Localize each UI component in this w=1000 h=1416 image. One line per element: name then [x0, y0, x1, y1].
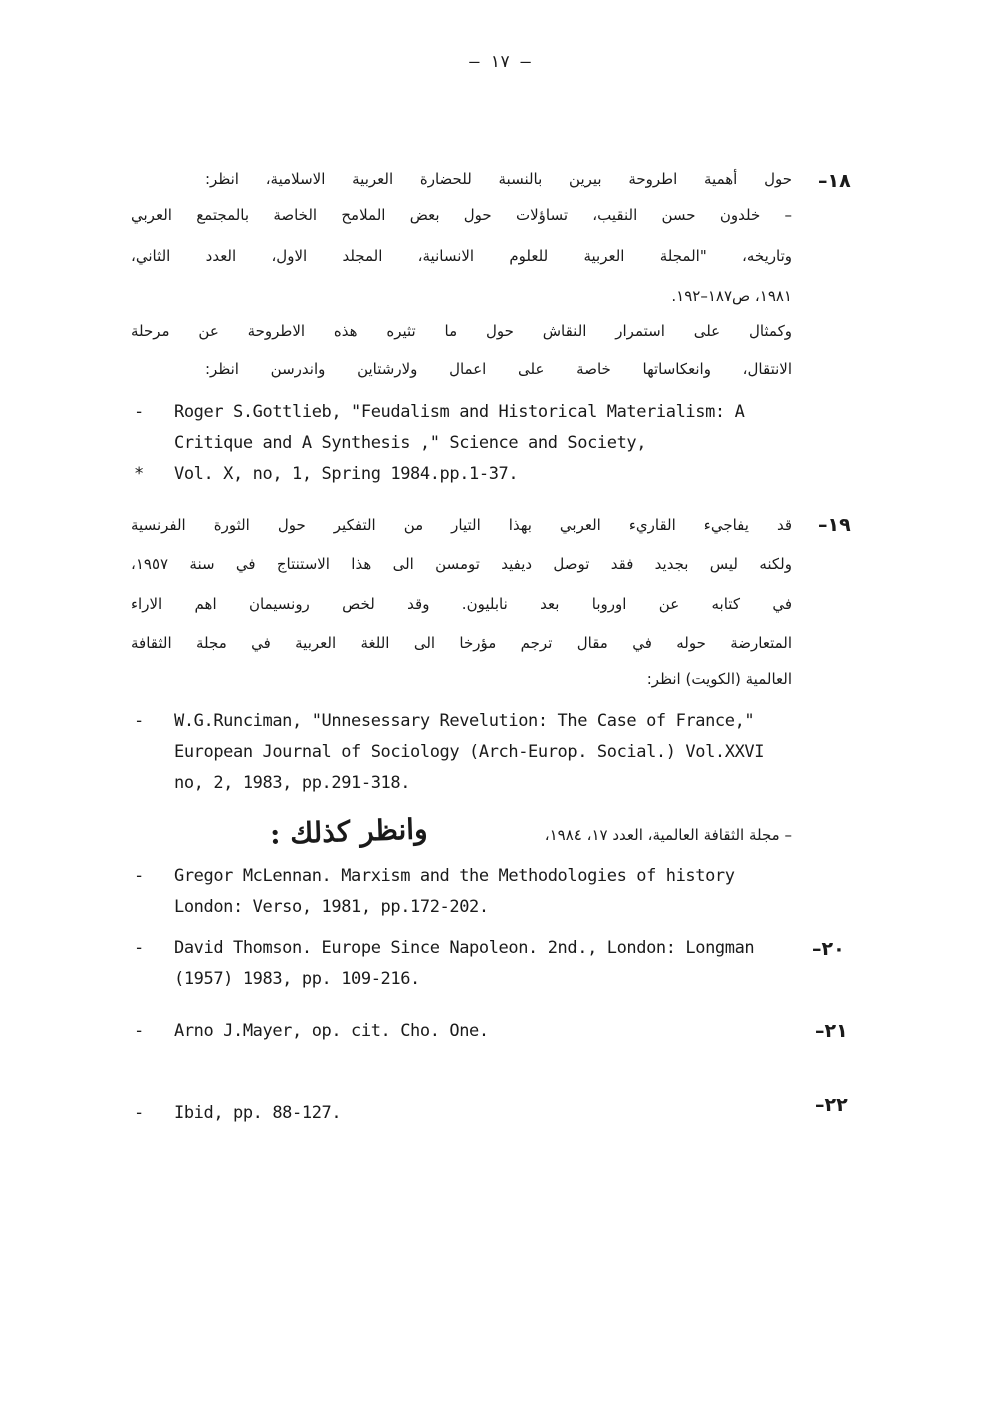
bullet-dash: - — [134, 1021, 145, 1041]
note-18-english-line-1: Roger S.Gottlieb, "Feudalism and Historical Materialism: A — [174, 402, 745, 422]
note-19-english-line-2: European Journal of Sociology (Arch-Europ. Social.) Vol.XXVI — [174, 742, 765, 762]
asterisk-marker: * — [134, 464, 145, 484]
bullet-dash: - — [134, 938, 145, 958]
note-number-19: ١٩– — [818, 514, 851, 536]
note-21-text: Arno J.Mayer, op. cit. Cho. One. — [174, 1021, 489, 1041]
note-20-line-2: (1957) 1983, pp. 109-216. — [174, 969, 420, 989]
note-19-arabic-line-4: المتعارضة حوله في مقال ترجم مؤرخا الى اللغة العربية في مجلة الثقافة — [131, 634, 792, 652]
note-20-line-1: David Thomson. Europe Since Napoleon. 2nd., London: Longman — [174, 938, 755, 958]
note-18-arabic-line-6: الانتقال، وانعكاساتها خاصة على اعمال ولارشتاين واندرسن انظر: — [205, 360, 792, 378]
note-19-arabic-line-3: في كتابه عن اوروبا بعد نابليون. وقد لخص رونسيمان اهم الاراء — [131, 595, 792, 613]
note-18-arabic-line-5: وكمثال على استمرار النقاش حول ما تثيره هذه الاطروحة عن مرحلة — [131, 322, 792, 340]
bullet-dash: - — [134, 866, 145, 886]
note-number-18: ١٨– — [818, 170, 851, 192]
note-19-arabic-reference: – مجلة الثقافة العالمية، العدد ١٧، ١٩٨٤، — [544, 826, 792, 844]
note-22-text: Ibid, pp. 88-127. — [174, 1103, 342, 1123]
note-18-arabic-line-3: وتاريخه، "المجلة العربية للعلوم الانسانية، المجلد الاول، العدد الثاني، — [131, 247, 792, 265]
note-19-english-line-3: no, 2, 1983, pp.291-318. — [174, 773, 411, 793]
page-number: – ١٧ – — [469, 52, 531, 72]
bullet-dash: - — [134, 711, 145, 731]
note-19-english-line-1: W.G.Runciman, "Unnesessary Revelution: The Case of France," — [174, 711, 755, 731]
note-19-arabic-line-2: ولكنه ليس بجديد فقد توصل ديفيد تومسن الى هذا الاستنتاج في سنة ١٩٥٧، — [131, 555, 792, 573]
note-19-reference-line-2: London: Verso, 1981, pp.172-202. — [174, 897, 489, 917]
note-18-english-line-2: Critique and A Synthesis ," Science and Society, — [174, 433, 647, 453]
bullet-dash: - — [134, 402, 145, 422]
note-18-arabic-line-2: – خلدون حسن النقيب، تساؤلات حول بعض الملامح الخاصة بالمجتمع العربي — [131, 206, 792, 224]
note-number-22: ٢٢– — [815, 1094, 848, 1116]
handwritten-annotation: وانظر كذلك : — [269, 812, 429, 851]
note-19-arabic-line-1: قد يفاجيء القاريء العربي بهذا التيار من التفكير حول الثورة الفرنسية — [131, 516, 792, 534]
note-18-arabic-line-4: ١٩٨١، ص١٨٧–١٩٢. — [671, 287, 792, 305]
note-19-reference-line-1: Gregor McLennan. Marxism and the Methodologies of history — [174, 866, 735, 886]
note-18-arabic-line-1: حول أهمية اطروحة بيرين بالنسبة للحضارة العربية الاسلامية، انظر: — [205, 170, 792, 188]
note-19-arabic-line-5: العالمية (الكويت) انظر: — [646, 670, 792, 688]
bullet-dash: - — [134, 1103, 145, 1123]
note-number-20: ٢٠– — [812, 938, 845, 960]
note-number-21: ٢١– — [815, 1020, 848, 1042]
note-18-english-line-3: Vol. X, no, 1, Spring 1984.pp.1-37. — [174, 464, 519, 484]
